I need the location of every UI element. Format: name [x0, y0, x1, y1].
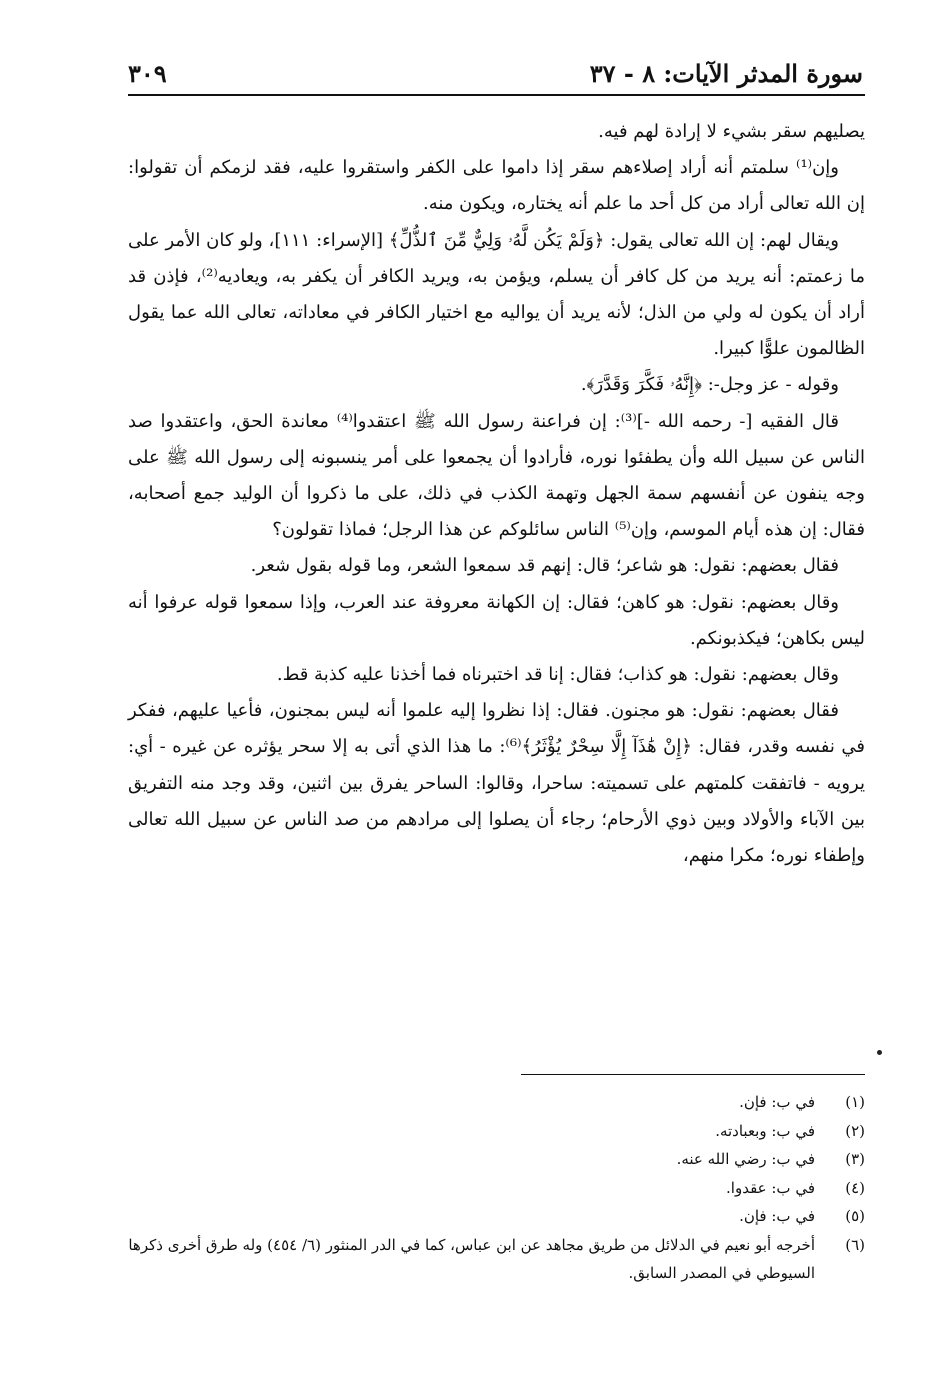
footnote-number: (٦) — [845, 1235, 865, 1254]
footnote — [128, 1231, 865, 1288]
footnote — [128, 1117, 865, 1146]
header-divider — [128, 94, 865, 96]
footnotes — [128, 1088, 865, 1288]
main-text — [128, 114, 865, 874]
page-header — [128, 58, 863, 90]
paragraph: فقال بعضهم: نقول: هو مجنون. فقال: إذا نظروا إليه علموا أنه ليس بمجنون، فأعيا عليهم، ففكر في نفسه وقدر، فقال: ﴿إِنْ هَٰذَآ إِلَّا سِحْرٌ يُؤْثَرُ﴾⁽⁶⁾: ما هذا الذي أتى به إلا سحر يؤثره عن غيره - أي: يرويه - فاتفقت كلمتهم على تسميته: ساحرا، وقالوا: الساحر يفرق بين اثنين، وقد وجد منه التفريق بين الآباء والأولاد وبين ذوي الأرحام؛ رجاء أن يصلوا إلى مرادهم من صد الناس عن سبيل الله تعالى وإطفاء نوره؛ مكرا منهم، — [128, 700, 865, 867]
page-number: ٣٠٩ — [128, 59, 167, 88]
footnote — [128, 1202, 865, 1231]
paragraph: ويقال لهم: إن الله تعالى يقول: ﴿وَلَمْ يَكُن لَّهُۥ وَلِيٌّ مِّنَ ٱلذُّلِّ﴾ [الإسراء: ١١١]، ولو كان الأمر على ما زعمتم: أنه يريد من كل كافر أن يسلم، ويؤمن به، ويريد الكافر أن يكفر به، ويعاديه⁽²⁾، فإذن قد أراد أن يكون له ولي من الذل؛ لأنه يريد أن يواليه مع اختيار الكافر في معاداته، تعالى الله عما يقول الظالمون علوًّا كبيرا. — [128, 229, 865, 360]
paragraph: يصليهم سقر بشيء لا إرادة لهم فيه. — [598, 121, 865, 142]
footnote-number: (٢) — [845, 1121, 865, 1140]
paragraph: فقال بعضهم: نقول: هو شاعر؛ قال: إنهم قد سمعوا الشعر، وما قوله بقول شعر. — [250, 555, 839, 577]
footnote — [128, 1088, 865, 1117]
footnote — [128, 1174, 865, 1203]
footnote-text: في ب: وبعبادته. — [715, 1121, 815, 1140]
footnote — [128, 1145, 865, 1174]
paragraph: قال الفقيه [- رحمه الله -]⁽³⁾: إن فراعنة رسول الله ﷺ اعتقدوا⁽⁴⁾ معاندة الحق، واعتقدوا صد الناس عن سبيل الله وأن يطفئوا نوره، فأرادوا أن يجمعوا على أمر ينسبونه إلى رسول الله ﷺ على وجه ينفون عن أنفسهم سمة الجهل وتهمة الكذب في ذلك، على ما ذكروا أن الوليد جمع أصحابه، فقال: إن هذه أيام الموسم، وإن⁽⁵⁾ الناس سائلوكم عن هذا الرجل؛ فماذا تقولون؟ — [128, 410, 865, 541]
running-title: سورة المدثر الآيات: ٨ - ٣٧ — [589, 59, 863, 88]
footnote-number: (٤) — [845, 1178, 865, 1197]
paragraph: وقوله - عز وجل-: ﴿إِنَّهُۥ فَكَّرَ وَقَدَّرَ﴾. — [580, 374, 839, 396]
footnote-text: أخرجه أبو نعيم في الدلائل من طريق مجاهد عن ابن عباس، كما في الدر المنثور (٦/ ٤٥٤) وله طرق أخرى ذكرها السيوطي في المصدر السابق. — [128, 1235, 815, 1282]
paragraph: وقال بعضهم: نقول: هو كذاب؛ فقال: إنا قد اختبرناه فما أخذنا عليه كذبة قط. — [276, 664, 839, 686]
footnote-text: في ب: رضي الله عنه. — [676, 1150, 815, 1168]
footnote-divider — [521, 1074, 865, 1075]
footnote-text: في ب: فإن. — [739, 1093, 815, 1111]
footnote-number: (٥) — [845, 1207, 865, 1225]
footnote-text: في ب: فإن. — [739, 1207, 815, 1225]
paragraph: وقال بعضهم: نقول: هو كاهن؛ فقال: إن الكهانة معروفة عند العرب، وإذا سمعوا قوله عرفوا أنه ليس بكاهن؛ فيكذبونكم. — [128, 591, 865, 649]
footnote-number: (١) — [845, 1093, 865, 1111]
footnote-text: في ب: عقدوا. — [726, 1178, 815, 1197]
margin-dot — [877, 1050, 882, 1055]
paragraph: وإن⁽¹⁾ سلمتم أنه أراد إصلاءهم سقر إذا داموا على الكفر واستقروا عليه، فقد لزمكم أن تقولوا: إن الله تعالى أراد من كل أحد ما علم أنه يختاره، ويكون منه. — [128, 157, 865, 215]
footnote-number: (٣) — [845, 1150, 865, 1168]
